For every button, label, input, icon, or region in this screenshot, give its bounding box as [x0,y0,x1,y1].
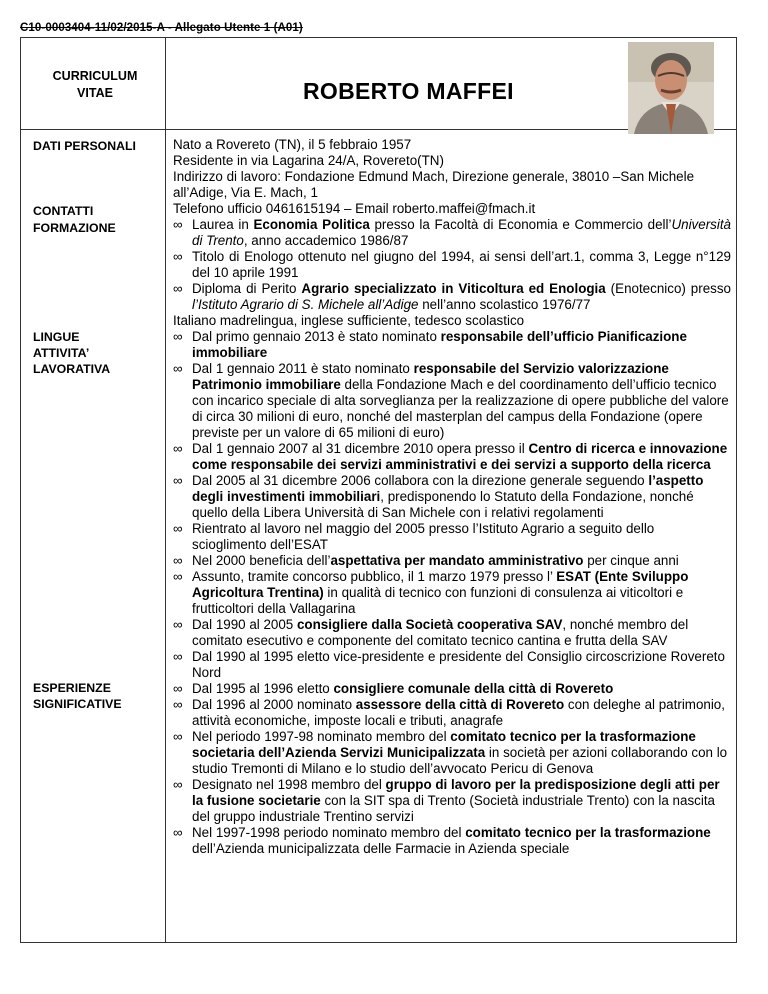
section-label-dati-personali: DATI PERSONALI [33,139,136,153]
list-item: ∞ Rientrato al lavoro nel maggio del 2005 presso l’Istituto Agrario a seguito dello scioglimento dell’ESAT [173,521,655,552]
list-item: ∞ Laurea in Economia Politica presso la Facoltà di Economia e Commercio dell’Università di Trento, anno accademico 1986/87 [173,217,731,248]
infinity-bullet-icon: ∞ [173,281,183,296]
languages-info: Italiano madrelingua, inglese sufficiente, tedesco scolastico [173,313,525,328]
section-label-esperienze [33,680,122,712]
document-protocol-stamp: C10-0003404-11/02/2015-A - Allegato Utente 1 (A01) [20,22,303,34]
infinity-bullet-icon: ∞ [173,777,183,792]
infinity-bullet-icon: ∞ [173,649,183,664]
list-item: ∞ Titolo di Enologo ottenuto nel giugno del 1994, ai sensi dell’art.1, comma 3, Legge n°129 del 10 aprile 1991 [173,249,731,280]
list-item: ∞ Dal 1995 al 1996 eletto consigliere comunale della città di Rovereto [173,681,614,696]
list-item: ∞ Dal primo gennaio 2013 è stato nominato responsabile dell’ufficio Pianificazione immobiliare [173,329,687,360]
attivita-list [173,329,731,617]
list-item: ∞ Dal 1990 al 2005 consigliere dalla Società cooperativa SAV, nonché membro del comitato esecutivo e componente del comitato tecnico cantina e frutta della SAV [173,617,689,648]
infinity-bullet-icon: ∞ [173,569,183,584]
contact-info: Telefono ufficio 0461615194 – Email roberto.maffei@fmach.it [173,201,536,216]
list-item: ∞ Dal 1990 al 1995 eletto vice-presidente e presidente del Consiglio circoscrizione Rovereto Nord [173,649,725,680]
infinity-bullet-icon: ∞ [173,697,183,712]
residence-info: Residente in via Lagarina 24/A, Rovereto(TN) [173,153,444,168]
section-label-lingue: LINGUE [33,330,80,344]
section-label-attivita-line1: ATTIVITA’ [33,346,90,360]
infinity-bullet-icon: ∞ [173,617,183,632]
section-content [173,137,731,857]
infinity-bullet-icon: ∞ [173,441,183,456]
cv-table [20,37,737,943]
section-label-formazione: FORMAZIONE [33,221,116,235]
list-item: ∞ Dal 1 gennaio 2011 è stato nominato responsabile del Servizio valorizzazione Patrimonio immobiliare della Fondazione Mach e del coordinamento dell’ufficio tecnico con incarico speciale di alta sorveglianza per la realizzazione di opere pubbliche del valore di circa 30 milioni di euro, nonché del masterplan del campus della Fondazione (opere previste per un valore di 65 milioni di euro) [173,361,729,440]
infinity-bullet-icon: ∞ [173,553,183,568]
column-divider [165,38,166,942]
infinity-bullet-icon: ∞ [173,249,183,264]
infinity-bullet-icon: ∞ [173,681,183,696]
infinity-bullet-icon: ∞ [173,329,183,344]
curriculum-vitae-label: CURRICULUM VITAE [52,69,138,100]
list-item: ∞ Dal 1996 al 2000 nominato assessore della città di Rovereto con deleghe al patrimonio, attività economiche, imposte locali e tributi, anagrafe [173,697,725,728]
section-label-esperienze-line1: ESPERIENZE [33,681,111,695]
infinity-bullet-icon: ∞ [173,825,183,840]
list-item: ∞ Nel 2000 beneficia dell’aspettativa per mandato amministrativo per cinque anni [173,553,679,568]
list-item: ∞ Diploma di Perito Agrario specializzato in Viticoltura ed Enologia (Enotecnico) presso l’Istituto Agrario di S. Michele all’Adige nell’anno scolastico 1976/77 [173,281,731,312]
list-item: ∞ Dal 2005 al 31 dicembre 2006 collabora con la direzione generale seguendo l’aspetto degli investimenti immobiliari, predisponendo lo Statuto della Fondazione, nonché quello della Libera Università di San Michele con i relativi regolamenti [173,473,704,520]
infinity-bullet-icon: ∞ [173,473,183,488]
list-item: ∞ Assunto, tramite concorso pubblico, il 1 marzo 1979 presso l’ ESAT (Ente Sviluppo Agricoltura Trentina) in qualità di tecnico con funzioni di consulenza ai viticoltori e frutticoltori della Vallagarina [173,569,689,616]
list-item: ∞ Designato nel 1998 membro del gruppo di lavoro per la predisposizione degli atti per la fusione societarie con la SIT spa di Trento (Società industriale Trento) con la nascita del gruppo industriale Trentino servizi [173,777,720,824]
section-label-attivita-line2: LAVORATIVA [33,362,111,376]
formazione-list [173,217,731,313]
infinity-bullet-icon: ∞ [173,521,183,536]
birth-info: Nato a Rovereto (TN), il 5 febbraio 1957 [173,137,412,152]
list-item: ∞ Dal 1 gennaio 2007 al 31 dicembre 2010 opera presso il Centro di ricerca e innovazione come responsabile dei servizi amministrativi e dei servizi a supporto della ricerca [173,441,728,472]
section-label-attivita [33,345,110,377]
person-name: ROBERTO MAFFEI [303,78,514,104]
esperienze-list [173,617,731,857]
list-item: ∞ Nel periodo 1997-98 nominato membro del comitato tecnico per la trasformazione societaria dell’Azienda Servizi Municipalizzata in società per azioni collaborando con lo studio Tremonti di Milano e lo studio dell’avvocato Pericu di Genova [173,729,728,776]
section-label-contatti: CONTATTI [33,204,94,218]
infinity-bullet-icon: ∞ [173,361,183,376]
infinity-bullet-icon: ∞ [173,217,183,232]
list-item: ∞ Nel 1997-1998 periodo nominato membro del comitato tecnico per la trasformazione dell’Azienda municipalizzata delle Farmacie in Azienda speciale [173,825,711,856]
infinity-bullet-icon: ∞ [173,729,183,744]
profile-photo [628,42,714,134]
section-label-esperienze-line2: SIGNIFICATIVE [33,697,122,711]
work-address: Indirizzo di lavoro: Fondazione Edmund Mach, Direzione generale, 38010 –San Michele all’Adige, Via E. Mach, 1 [173,169,695,200]
